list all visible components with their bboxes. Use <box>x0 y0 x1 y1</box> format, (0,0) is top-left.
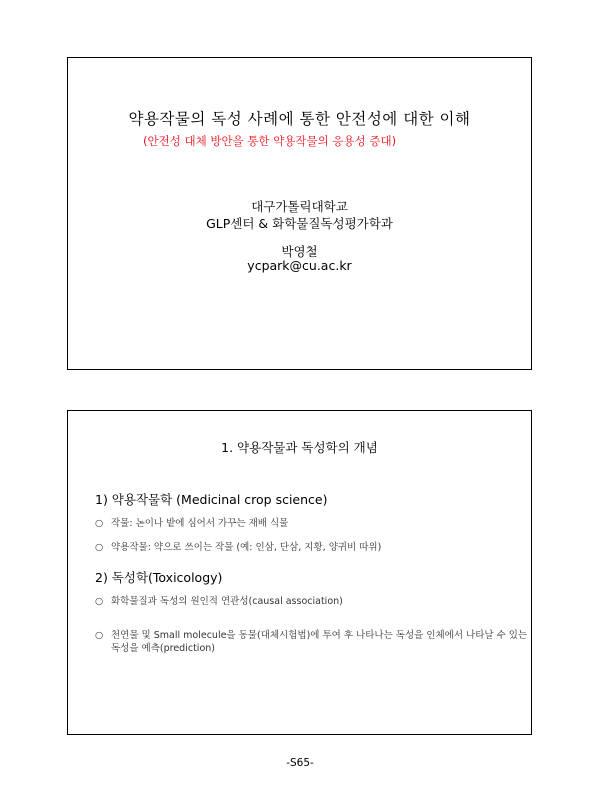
bullet-icon: ○ <box>95 630 104 641</box>
slide-title: 약용작물의 독성 사례에 통한 안전성에 대한 이해 <box>128 110 471 128</box>
author-email: ycpark@cu.ac.kr <box>247 258 352 273</box>
department-name: GLP센터 & 화학물질독성평가학과 <box>206 216 393 231</box>
bullet-icon: ○ <box>95 518 104 529</box>
university-name: 대구가톨릭대학교 <box>251 199 348 214</box>
title-slide <box>67 57 532 370</box>
list-item: ○ 작물: 논이나 밭에 심어서 가꾸는 재배 식물 <box>95 518 289 529</box>
list-item: ○ 천연물 및 Small molecule을 동물(대체시험법)에 투여 후 나타나는 독성을 인체에서 나타날 수 있는 독성을 예측(prediction) <box>95 630 528 654</box>
slide-heading: 1. 약용작물과 독성학의 개념 <box>221 440 378 455</box>
bullet-icon: ○ <box>95 542 104 553</box>
list-item: ○ 화학물질과 독성의 원인적 연관성(causal association) <box>95 596 343 607</box>
page-number: -S65- <box>286 757 314 769</box>
list-item: ○ 약용작물: 약으로 쓰이는 작물 (예: 인삼, 단삼, 지황, 양귀비 따위) <box>95 542 382 553</box>
author-name: 박영철 <box>281 244 318 259</box>
section-medicinal-crop: 1) 약용작물학 (Medicinal crop science) <box>95 492 328 507</box>
section-toxicology: 2) 독성학(Toxicology) <box>95 570 223 585</box>
concept-slide <box>67 410 532 735</box>
bullet-icon: ○ <box>95 596 104 607</box>
slide-subtitle: (안전성 대체 방안을 통한 약용작물의 응용성 증대) <box>143 134 397 148</box>
